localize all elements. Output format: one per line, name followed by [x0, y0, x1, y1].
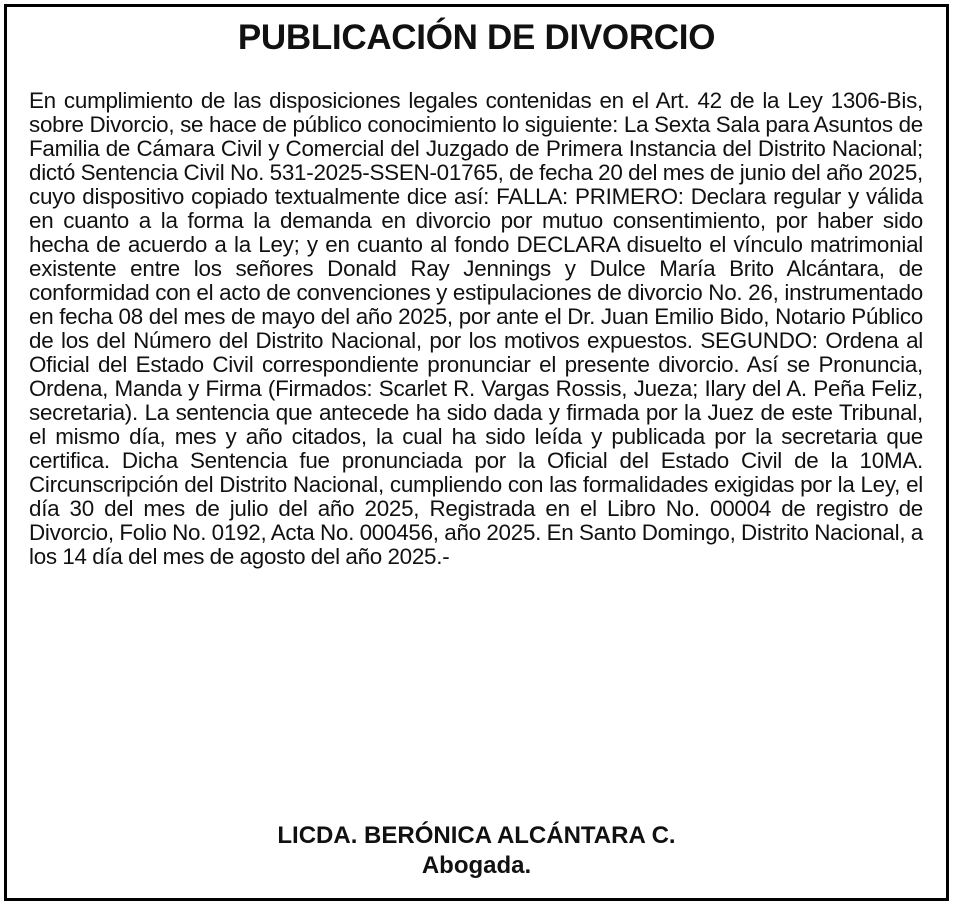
signature-block: [7, 821, 946, 881]
notice-body: En cumplimiento de las disposiciones legales contenidas en el Art. 42 de la Ley 1306-Bis, sobre Divorcio, se hace de público conocimiento lo siguiente: La Sexta Sala para Asuntos de Familia de Cámara Civil y Comercial del Juzgado de Primera Instancia del Distrito Nacional; dictó Sentencia Civil No. 531-2025-SSEN-01765, de fecha 20 del mes de junio del año 2025, cuyo dispositivo copiado textualmente dice así: FALLA: PRIMERO: Declara regular y válida en cuanto a la forma la demanda en divorcio por mutuo consentimiento, por haber sido hecha de acuerdo a la Ley; y en cuanto al fondo DECLARA disuelto el vínculo matrimonial existente entre los señores Donald Ray Jennings y Dulce María Brito Alcántara, de conformidad con el acto de convenciones y estipulaciones de divorcio No. 26, instrumentado en fecha 08 del mes de mayo del año 2025, por ante el Dr. Juan Emilio Bido, Notario Público de los del Número del Distrito Nacional, por los motivos expuestos. SEGUNDO: Ordena al Oficial del Estado Civil correspondiente pronunciar el presente divorcio. Así se Pronuncia, Ordena, Manda y Firma (Firmados: Scarlet R. Vargas Rossis, Jueza; Ilary del A. Peña Feliz, secretaria). La sentencia que antecede ha sido dada y firmada por la Juez de este Tribunal, el mismo día, mes y año citados, la cual ha sido leída y publicada por la secretaria que certifica. Dicha Sentencia fue pronunciada por la Oficial del Estado Civil de la 10MA. Circunscripción del Distrito Nacional, cumpliendo con las formalidades exigidas por la Ley, el día 30 del mes de julio del año 2025, Registrada en el Libro No. 00004 de registro de Divorcio, Folio No. 0192, Acta No. 000456, año 2025. En Santo Domingo, Distrito Nacional, a los 14 día del mes de agosto del año 2025.-: [29, 88, 923, 569]
signer-name: LICDA. BERÓNICA ALCÁNTARA C.: [277, 822, 676, 849]
notice-title: PUBLICACIÓN DE DIVORCIO: [237, 18, 716, 57]
signer-role: Abogada.: [421, 852, 532, 879]
divorce-notice: [4, 4, 949, 901]
